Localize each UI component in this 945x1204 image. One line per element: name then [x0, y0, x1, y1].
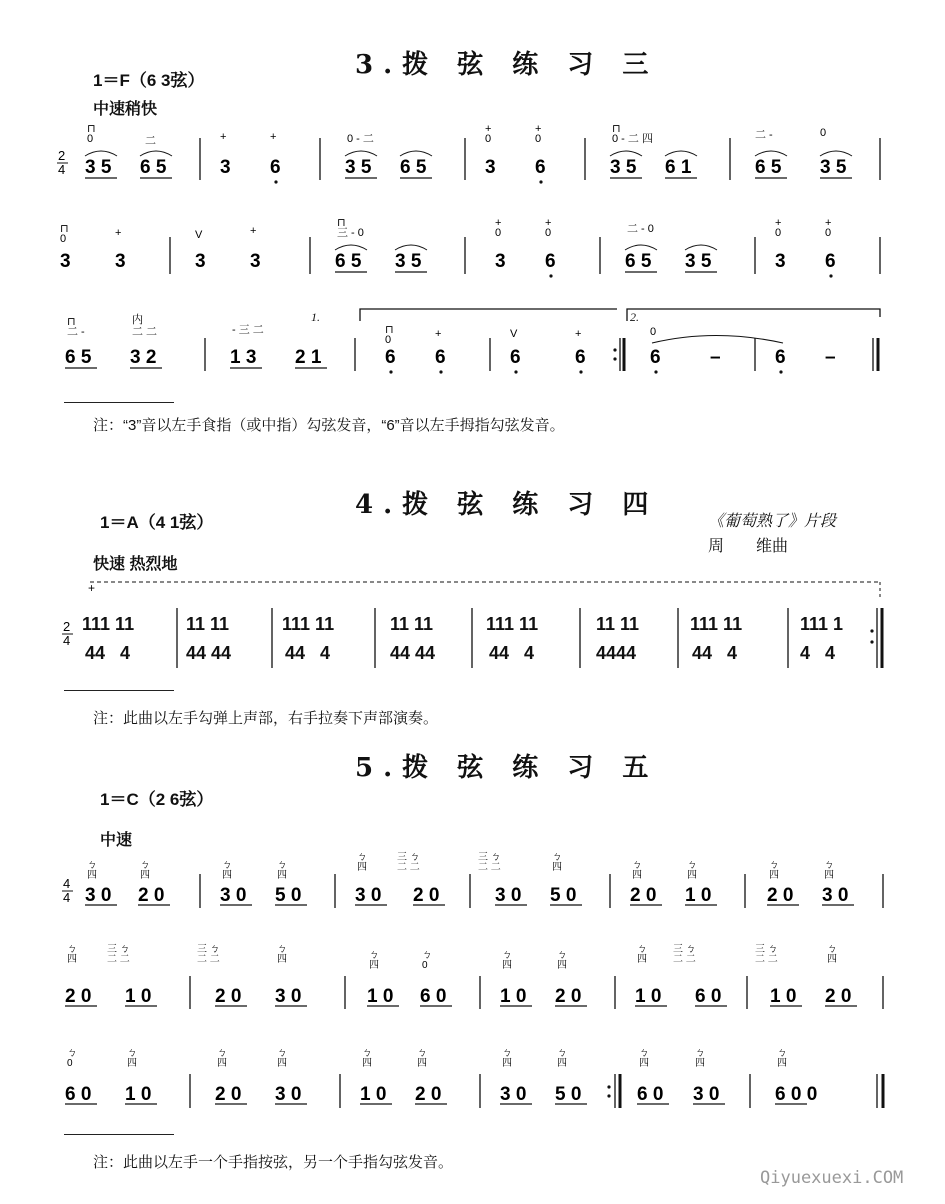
section5-tempo: 中速 — [100, 832, 133, 849]
svg-text:+: + — [775, 217, 782, 229]
svg-text:0: 0 — [385, 334, 392, 346]
svg-text:6 0: 6 0 — [695, 986, 722, 1007]
svg-text:3 0: 3 0 — [495, 885, 522, 906]
svg-text:1 0: 1 0 — [685, 885, 712, 906]
svg-text:3: 3 — [485, 157, 496, 178]
section5-row3 — [55, 1038, 895, 1118]
svg-text:ㄅ: ㄅ — [67, 944, 77, 955]
svg-text:0: 0 — [60, 233, 67, 245]
svg-text:⊓: ⊓ — [67, 316, 76, 328]
svg-text:四: 四 — [695, 1058, 705, 1069]
svg-text:2 0: 2 0 — [215, 1084, 242, 1105]
svg-text:3: 3 — [250, 251, 261, 272]
svg-text:1 3: 1 3 — [230, 347, 257, 368]
s4-upper-m3: 111 11 — [282, 614, 335, 634]
svg-text:四: 四 — [87, 870, 97, 881]
svg-text:四: 四 — [502, 1058, 512, 1069]
svg-text:0: 0 — [67, 1058, 73, 1069]
svg-text:四: 四 — [217, 1058, 227, 1069]
svg-text:⊓: ⊓ — [385, 324, 394, 336]
section3-note: 注：“3”音以左手食指（或中指）勾弦发音，“6”音以左手拇指勾弦发音。 — [93, 417, 565, 434]
svg-text:ㄅ: ㄅ — [277, 944, 287, 955]
section4-source: 《葡萄熟了》片段 — [708, 511, 837, 530]
svg-text:ㄅ: ㄅ — [502, 1048, 512, 1059]
svg-text:四: 四 — [557, 960, 567, 971]
svg-text:三 ㄅ: 三 ㄅ — [197, 944, 220, 955]
svg-text:四: 四 — [637, 954, 647, 965]
svg-text:2 0: 2 0 — [215, 986, 242, 1007]
section5-title: 5.拨 弦 练 习 五 — [355, 753, 659, 783]
s4-lower-m3: 44 4 — [285, 643, 331, 663]
svg-text:4: 4 — [58, 162, 66, 177]
svg-text:3 5: 3 5 — [685, 251, 712, 272]
svg-text:+: + — [485, 123, 492, 135]
svg-text:三 - 0: 三 - 0 — [337, 227, 364, 239]
svg-text:1 0: 1 0 — [367, 986, 394, 1007]
svg-text:四: 四 — [687, 870, 697, 881]
section3-separator — [64, 402, 174, 403]
svg-text:四: 四 — [502, 960, 512, 971]
svg-text:二 二: 二 二 — [197, 954, 220, 965]
s4-lower-m8: 4 4 — [800, 643, 836, 663]
svg-text:三 ㄅ: 三 ㄅ — [673, 944, 696, 955]
svg-text:0: 0 — [545, 227, 552, 239]
svg-text:2: 2 — [58, 148, 66, 163]
svg-text:四: 四 — [632, 870, 642, 881]
svg-text:6: 6 — [575, 347, 586, 368]
svg-text:四: 四 — [824, 870, 834, 881]
svg-text:二 二: 二 二 — [478, 862, 501, 873]
svg-text:6: 6 — [650, 347, 661, 368]
s4-upper-m5: 111 11 — [486, 614, 539, 634]
svg-text:ㄅ: ㄅ — [369, 950, 379, 961]
s4-lower-m2: 44 44 — [186, 643, 232, 663]
s4-upper-m6: 11 11 — [596, 614, 640, 634]
svg-text:二 二: 二 二 — [397, 862, 420, 873]
section3-key: 1＝F（6 3弦） — [93, 71, 205, 90]
svg-text:3 0: 3 0 — [822, 885, 849, 906]
svg-text:四: 四 — [557, 1058, 567, 1069]
svg-text:二 - 0: 二 - 0 — [627, 223, 654, 235]
svg-text:2 0: 2 0 — [630, 885, 657, 906]
svg-text:5 0: 5 0 — [550, 885, 577, 906]
svg-text:+: + — [220, 131, 227, 143]
svg-text:ㄅ: ㄅ — [277, 1048, 287, 1059]
section5-key: 1＝C（2 6弦） — [100, 790, 214, 809]
svg-text:0: 0 — [485, 133, 492, 145]
svg-text:ㄅ: ㄅ — [357, 852, 367, 863]
svg-text:四: 四 — [357, 862, 367, 873]
svg-text:四: 四 — [827, 954, 837, 965]
svg-text:–: – — [710, 347, 721, 368]
svg-text:+: + — [115, 227, 122, 239]
svg-text:ㄅ: ㄅ — [87, 860, 97, 871]
svg-text:四: 四 — [362, 1058, 372, 1069]
svg-text:二 -: 二 - — [755, 129, 773, 141]
svg-text:1 0: 1 0 — [770, 986, 797, 1007]
svg-text:四: 四 — [769, 870, 779, 881]
svg-text:6: 6 — [535, 157, 546, 178]
section4-composer: 周 维曲 — [708, 536, 789, 555]
svg-text:ㄅ: ㄅ — [777, 1048, 787, 1059]
svg-text:0 - 二: 0 - 二 — [347, 133, 374, 145]
svg-text:ㄅ: ㄅ — [217, 1048, 227, 1059]
svg-text:- 三 二: - 三 二 — [232, 324, 264, 336]
svg-text:6 5: 6 5 — [335, 251, 362, 272]
svg-text:6: 6 — [385, 347, 396, 368]
svg-text:6 5: 6 5 — [140, 157, 167, 178]
svg-text:3 0: 3 0 — [220, 885, 247, 906]
svg-text:四: 四 — [552, 862, 562, 873]
svg-text:四: 四 — [277, 870, 287, 881]
svg-text:6 0: 6 0 — [65, 1084, 92, 1105]
svg-text:ㄅ: ㄅ — [769, 860, 779, 871]
svg-text:0: 0 — [825, 227, 832, 239]
svg-text:6 0: 6 0 — [420, 986, 447, 1007]
svg-text:6 5: 6 5 — [755, 157, 782, 178]
svg-text:5 0: 5 0 — [555, 1084, 582, 1105]
svg-text:四: 四 — [67, 954, 77, 965]
s4-lower-m4: 44 44 — [390, 643, 436, 663]
svg-text:+: + — [495, 217, 502, 229]
svg-text:四: 四 — [140, 870, 150, 881]
watermark: Qiyuexuexi.COM — [760, 1168, 904, 1188]
section4-key: 1＝A（4 1弦） — [100, 513, 214, 532]
section5-row2 — [55, 932, 895, 1012]
svg-text:–: – — [825, 347, 836, 368]
svg-text:3 0: 3 0 — [275, 986, 302, 1007]
svg-text:0: 0 — [650, 326, 657, 338]
svg-text:二: 二 — [145, 135, 156, 147]
svg-text:1 0: 1 0 — [500, 986, 527, 1007]
svg-text:0 - 二 四: 0 - 二 四 — [612, 133, 653, 145]
svg-text:0: 0 — [535, 133, 542, 145]
section5-row1 — [55, 838, 895, 918]
svg-text:二 -: 二 - — [67, 326, 85, 338]
svg-text:3: 3 — [60, 251, 71, 272]
svg-text:4: 4 — [63, 876, 71, 891]
section3-row3 — [55, 303, 895, 373]
svg-text:6: 6 — [510, 347, 521, 368]
svg-text:⊓: ⊓ — [60, 223, 69, 235]
svg-text:6 0 0: 6 0 0 — [775, 1084, 818, 1105]
svg-text:二 二: 二 二 — [107, 954, 130, 965]
svg-text:ㄅ: ㄅ — [417, 1048, 427, 1059]
s4-upper-m8: 111 1 — [800, 614, 844, 634]
svg-text:ㄅ: ㄅ — [552, 852, 562, 863]
s4-lower-m1: 44 4 — [85, 643, 131, 663]
svg-text:1 0: 1 0 — [360, 1084, 387, 1105]
svg-text:3: 3 — [195, 251, 206, 272]
svg-text:4: 4 — [63, 890, 71, 905]
svg-text:四: 四 — [127, 1058, 137, 1069]
s4-upper-m4: 11 11 — [390, 614, 434, 634]
svg-text:四: 四 — [277, 954, 287, 965]
svg-text:四: 四 — [369, 960, 379, 971]
svg-text:ㄅ: ㄅ — [127, 1048, 137, 1059]
svg-text:ㄅ: ㄅ — [362, 1048, 372, 1059]
svg-text:2 0: 2 0 — [415, 1084, 442, 1105]
section4-separator — [64, 690, 174, 691]
svg-text:四: 四 — [639, 1058, 649, 1069]
svg-text:二 二: 二 二 — [673, 954, 696, 965]
section3-title: 3.拨 弦 练 习 三 — [355, 50, 659, 80]
svg-text:ㄅ: ㄅ — [222, 860, 232, 871]
svg-text:⊓: ⊓ — [87, 123, 96, 135]
svg-text:3 2: 3 2 — [130, 347, 157, 368]
svg-text:2 0: 2 0 — [555, 986, 582, 1007]
svg-text:+: + — [270, 131, 277, 143]
svg-text:6: 6 — [545, 251, 556, 272]
s4-lower-m7: 44 4 — [692, 643, 738, 663]
svg-text:6 0: 6 0 — [637, 1084, 664, 1105]
svg-text:3 0: 3 0 — [693, 1084, 720, 1105]
svg-text:3 0: 3 0 — [275, 1084, 302, 1105]
svg-text:0: 0 — [820, 127, 827, 139]
svg-text:0: 0 — [775, 227, 782, 239]
svg-text:2 0: 2 0 — [413, 885, 440, 906]
s4-lower-m6: 4444 — [596, 643, 637, 663]
section4-note: 注：此曲以左手勾弹上声部，右手拉奏下声部演奏。 — [93, 710, 439, 727]
svg-text:三 ㄅ: 三 ㄅ — [397, 852, 420, 863]
svg-text:+: + — [825, 217, 832, 229]
svg-text:ㄅ: ㄅ — [557, 1048, 567, 1059]
svg-text:2 0: 2 0 — [767, 885, 794, 906]
svg-text:内: 内 — [132, 314, 143, 326]
svg-text:ㄅ: ㄅ — [687, 860, 697, 871]
svg-text:ㄅ: ㄅ — [140, 860, 150, 871]
svg-text:二 二: 二 二 — [132, 326, 158, 338]
svg-text:ㄅ: ㄅ — [827, 944, 837, 955]
svg-text:三 ㄅ: 三 ㄅ — [755, 944, 778, 955]
svg-text:+: + — [535, 123, 542, 135]
section4-title: 4.拨 弦 练 习 四 — [355, 490, 659, 520]
svg-text:+: + — [435, 328, 442, 340]
svg-text:6 5: 6 5 — [65, 347, 92, 368]
svg-text:ㄅ: ㄅ — [502, 950, 512, 961]
svg-text:二 二: 二 二 — [755, 954, 778, 965]
svg-text:3 0: 3 0 — [85, 885, 112, 906]
svg-text:6: 6 — [435, 347, 446, 368]
svg-text:3 5: 3 5 — [345, 157, 372, 178]
svg-text:ㄅ: ㄅ — [277, 860, 287, 871]
svg-text:ㄅ: ㄅ — [422, 950, 432, 961]
svg-text:3 0: 3 0 — [355, 885, 382, 906]
svg-text:四: 四 — [277, 1058, 287, 1069]
svg-text:0: 0 — [422, 960, 428, 971]
section3-tempo: 中速稍快 — [93, 101, 158, 118]
svg-text:2 0: 2 0 — [138, 885, 165, 906]
svg-text:2 0: 2 0 — [825, 986, 852, 1007]
svg-text:1 0: 1 0 — [635, 986, 662, 1007]
section4-staff — [60, 576, 890, 686]
svg-text:四: 四 — [417, 1058, 427, 1069]
svg-text:1 0: 1 0 — [125, 1084, 152, 1105]
section3-row2 — [55, 212, 895, 282]
svg-text:4: 4 — [63, 633, 71, 648]
svg-text:1 0: 1 0 — [125, 986, 152, 1007]
s4-upper-m2: 11 11 — [186, 614, 230, 634]
s4-upper-m7: 111 11 — [690, 614, 743, 634]
svg-text:V: V — [195, 229, 203, 241]
svg-text:2: 2 — [63, 619, 71, 634]
section3-row1 — [55, 118, 895, 188]
svg-text:0: 0 — [87, 133, 94, 145]
svg-text:6 1: 6 1 — [665, 157, 692, 178]
svg-text:3 5: 3 5 — [85, 157, 112, 178]
svg-text:⊓: ⊓ — [337, 217, 346, 229]
s4-lower-m5: 44 4 — [489, 643, 535, 663]
svg-text:3: 3 — [220, 157, 231, 178]
svg-text:3 5: 3 5 — [610, 157, 637, 178]
svg-text:5 0: 5 0 — [275, 885, 302, 906]
ending-2-label: 2. — [630, 310, 639, 324]
svg-text:2 0: 2 0 — [65, 986, 92, 1007]
svg-text:ㄅ: ㄅ — [695, 1048, 705, 1059]
svg-text:ㄅ: ㄅ — [824, 860, 834, 871]
svg-text:ㄅ: ㄅ — [557, 950, 567, 961]
svg-text:6: 6 — [825, 251, 836, 272]
svg-text:⊓: ⊓ — [612, 123, 621, 135]
svg-text:四: 四 — [222, 870, 232, 881]
svg-text:3: 3 — [775, 251, 786, 272]
svg-text:2 1: 2 1 — [295, 347, 322, 368]
svg-text:6 5: 6 5 — [400, 157, 427, 178]
svg-text:ㄅ: ㄅ — [639, 1048, 649, 1059]
section5-separator — [64, 1134, 174, 1135]
svg-text:+: + — [545, 217, 552, 229]
svg-text:3: 3 — [495, 251, 506, 272]
svg-text:ㄅ: ㄅ — [632, 860, 642, 871]
svg-text:6: 6 — [270, 157, 281, 178]
svg-text:3 5: 3 5 — [395, 251, 422, 272]
s4-upper-m1: 111 11 — [82, 614, 135, 634]
ending-1-label: 1. — [311, 310, 320, 324]
section4-tempo: 快速 热烈地 — [93, 556, 178, 573]
svg-text:三 ㄅ: 三 ㄅ — [107, 944, 130, 955]
section5-note: 注：此曲以左手一个手指按弦，另一个手指勾弦发音。 — [93, 1154, 454, 1171]
svg-text:四: 四 — [777, 1058, 787, 1069]
svg-text:+: + — [88, 581, 96, 595]
svg-text:6 5: 6 5 — [625, 251, 652, 272]
svg-text:ㄅ: ㄅ — [637, 944, 647, 955]
svg-text:3 5: 3 5 — [820, 157, 847, 178]
svg-text:6: 6 — [775, 347, 786, 368]
svg-text:ㄅ: ㄅ — [67, 1048, 77, 1059]
svg-text:3 0: 3 0 — [500, 1084, 527, 1105]
svg-text:V: V — [510, 328, 518, 340]
svg-text:0: 0 — [495, 227, 502, 239]
svg-text:+: + — [250, 225, 257, 237]
svg-text:+: + — [575, 328, 582, 340]
svg-text:3: 3 — [115, 251, 126, 272]
svg-text:三 ㄅ: 三 ㄅ — [478, 852, 501, 863]
